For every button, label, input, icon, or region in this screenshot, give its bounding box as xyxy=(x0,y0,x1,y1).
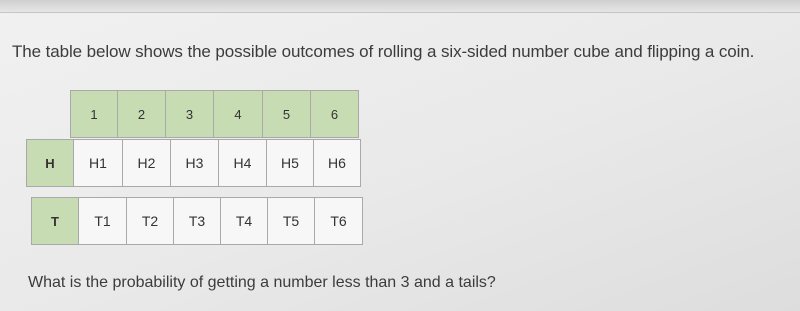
table-cell: T6 xyxy=(314,197,363,245)
question-prompt: The table below shows the possible outcomes of rolling a six-sided number cube and flipping a coin. xyxy=(12,42,755,61)
table-cell: H2 xyxy=(122,139,171,187)
question-text: What is the probability of getting a number less than 3 and a tails? xyxy=(28,274,496,291)
column-header-3: 3 xyxy=(165,90,214,138)
table-cell: T3 xyxy=(173,197,221,245)
table-cell: T4 xyxy=(220,197,268,245)
top-divider xyxy=(0,0,800,13)
table-cell: T5 xyxy=(267,197,315,245)
table-cell: T1 xyxy=(78,197,127,245)
column-header-4: 4 xyxy=(213,90,263,138)
table-cell: H6 xyxy=(313,139,361,187)
column-header-2: 2 xyxy=(117,90,166,138)
table-cell: T2 xyxy=(126,197,174,245)
row-header-heads: H xyxy=(26,139,74,187)
table-cell: H5 xyxy=(266,139,314,187)
column-header-1: 1 xyxy=(70,90,118,138)
column-header-5: 5 xyxy=(262,90,311,138)
table-cell: H1 xyxy=(73,139,123,187)
row-header-tails: T xyxy=(31,197,79,245)
table-cell: H3 xyxy=(170,139,219,187)
table-cell: H4 xyxy=(218,139,267,187)
column-header-6: 6 xyxy=(310,90,359,138)
